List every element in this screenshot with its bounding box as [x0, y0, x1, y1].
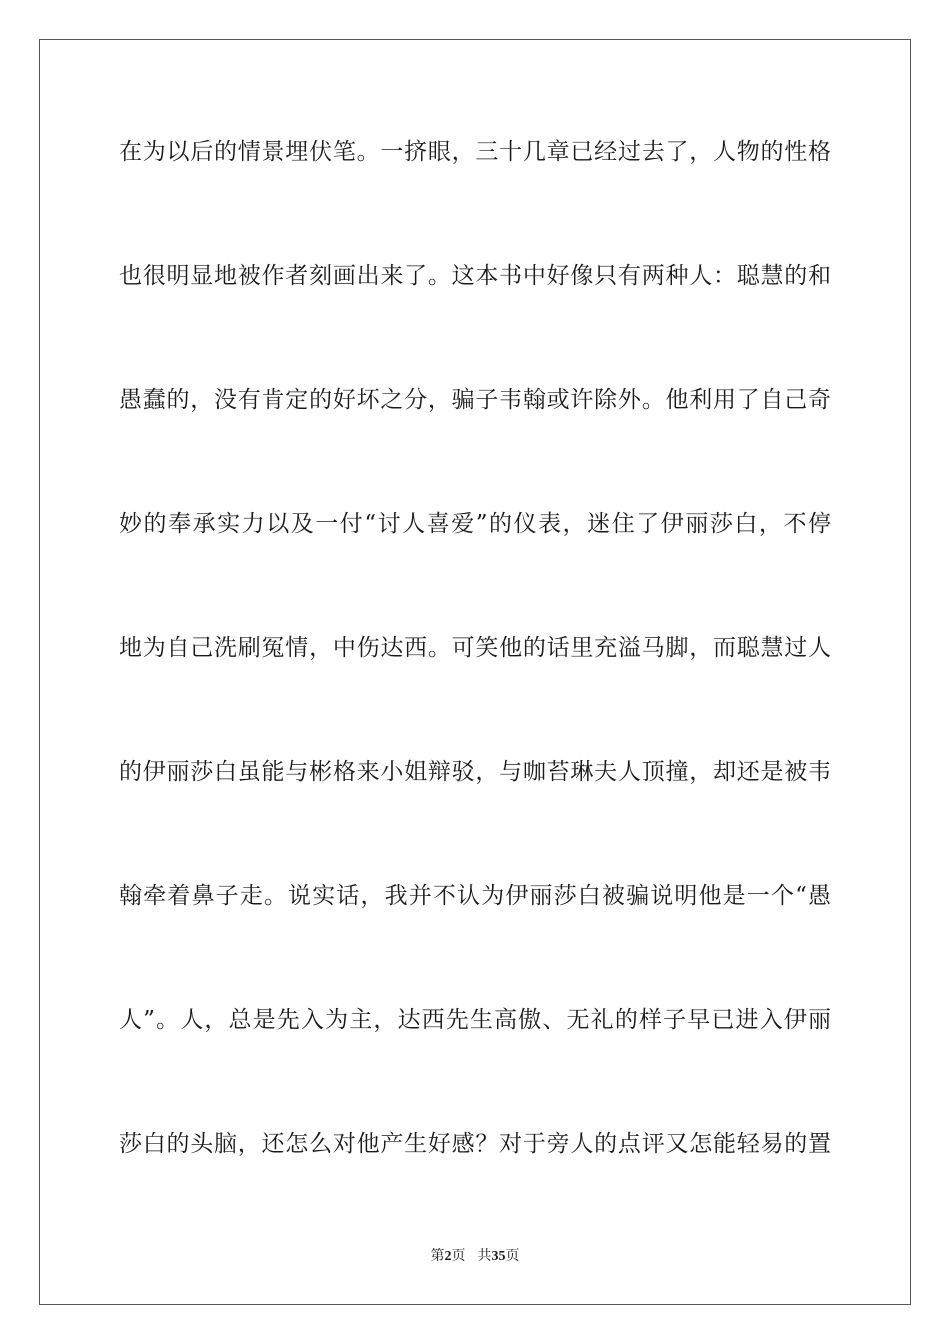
body-text-line-3: 愚蠢的，没有肯定的好坏之分，骗子韦翰或许除外。他利用了自己奇 [119, 387, 831, 413]
body-text-line-6: 的伊丽莎白虽能与彬格来小姐辩驳，与咖苔琳夫人顶撞，却还是被韦 [119, 759, 831, 785]
body-text-line-9: 莎白的头脑，还怎么对他产生好感？对于旁人的点评又怎能轻易的置 [119, 1131, 831, 1157]
body-text-line-8: 人”。人，总是先入为主，达西先生高傲、无礼的样子早已进入伊丽 [119, 1007, 831, 1033]
page-number: 2 [444, 1249, 452, 1264]
total-pages: 35 [491, 1249, 506, 1264]
total-suffix: 页 [505, 1248, 520, 1264]
page-suffix: 页 [451, 1248, 466, 1264]
body-text-line-5: 地为自己洗刷冤情，中伤达西。可笑他的话里充溢马脚，而聪慧过人 [119, 635, 831, 661]
page-prefix: 第 [430, 1248, 445, 1264]
body-text-line-1: 在为以后的情景埋伏笔。一挤眼，三十几章已经过去了，人物的性格 [119, 139, 831, 165]
total-prefix: 共 [477, 1248, 492, 1264]
body-text-line-2: 也很明显地被作者刻画出来了。这本书中好像只有两种人：聪慧的和 [119, 263, 831, 289]
page-border [39, 39, 911, 1305]
body-text-line-4: 妙的奉承实力以及一付“讨人喜爱”的仪表，迷住了伊丽莎白，不停 [119, 511, 831, 537]
page-footer [0, 1246, 950, 1267]
body-text-line-7: 翰牵着鼻子走。说实话，我并不认为伊丽莎白被骗说明他是一个“愚 [119, 883, 831, 909]
